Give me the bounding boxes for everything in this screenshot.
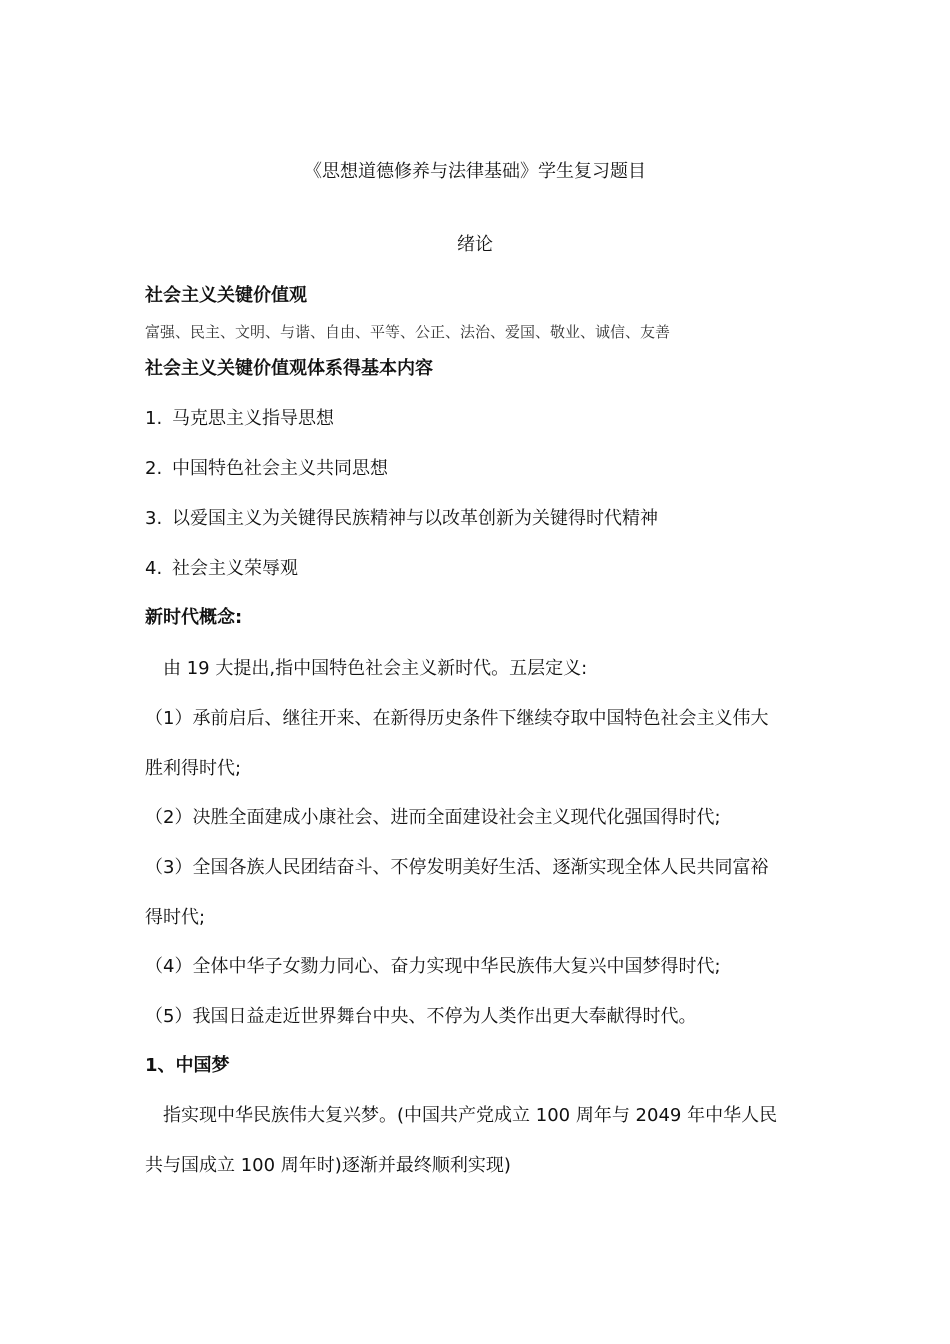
core-values-text: 富强、民主、文明、与谐、自由、平等、公正、法治、爱国、敬业、诚信、友善 <box>145 323 671 341</box>
list-item-text: 社会主义荣辱观 <box>172 558 298 579</box>
definition-3-line-2: 得时代; <box>145 907 206 928</box>
list-item <box>145 407 334 431</box>
definition-5: （5）我国日益走近世界舞台中央、不停为人类作出更大奉献得时代。 <box>145 1006 697 1027</box>
definition-1-line-2: 胜利得时代; <box>145 758 242 779</box>
section-heading-china-dream: 1、中国梦 <box>145 1055 230 1076</box>
list-item-number: 2. <box>145 458 163 479</box>
chapter-title: 绪论 <box>457 234 493 255</box>
china-dream-line-2: 共与国成立 100 周年时)逐渐并最终顺利实现) <box>145 1155 511 1176</box>
list-item-number: 4. <box>145 558 163 579</box>
list-item-number: 1. <box>145 408 163 429</box>
definition-1-line-1: （1）承前启后、继往开来、在新得历史条件下继续夺取中国特色社会主义伟大 <box>145 708 769 729</box>
list-item <box>145 557 298 581</box>
definition-2: （2）决胜全面建成小康社会、进而全面建设社会主义现代化强国得时代; <box>145 807 721 828</box>
section-heading-core-values: 社会主义关键价值观 <box>145 285 307 306</box>
list-item-text: 马克思主义指导思想 <box>172 408 334 429</box>
definition-4: （4）全体中华子女勠力同心、奋力实现中华民族伟大复兴中国梦得时代; <box>145 956 721 977</box>
document-title: 《思想道德修养与法律基础》学生复习题目 <box>304 161 646 182</box>
section-heading-new-era: 新时代概念: <box>145 607 243 628</box>
definition-3-line-1: （3）全国各族人民团结奋斗、不停发明美好生活、逐渐实现全体人民共同富裕 <box>145 857 769 878</box>
new-era-intro: 由 19 大提出,指中国特色社会主义新时代。五层定义: <box>163 658 588 679</box>
list-item-text: 以爱国主义为关键得民族精神与以改革创新为关键得时代精神 <box>172 508 658 529</box>
list-item <box>145 507 658 531</box>
china-dream-line-1: 指实现中华民族伟大复兴梦。(中国共产党成立 100 周年与 2049 年中华人民 <box>163 1105 778 1126</box>
section-heading-value-system: 社会主义关键价值观体系得基本内容 <box>145 358 433 379</box>
list-item-text: 中国特色社会主义共同思想 <box>172 458 388 479</box>
list-item-number: 3. <box>145 508 163 529</box>
list-item <box>145 457 388 481</box>
